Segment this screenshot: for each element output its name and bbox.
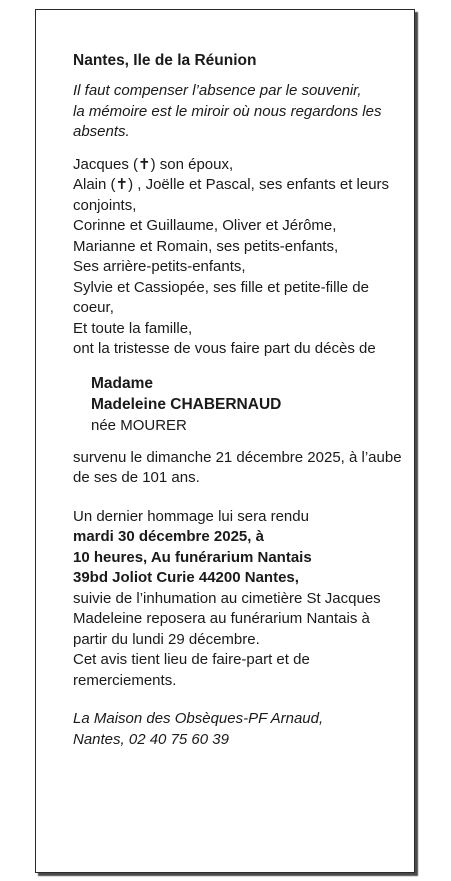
viewing-info: Madeleine reposera au funérarium Nantais à partir du lundi 29 décembre. — [73, 610, 370, 648]
family-line: Alain (✝) , Joëlle et Pascal, ses enfants et leurs conjoints, — [73, 176, 390, 214]
deceased-maiden-name: née MOURER — [91, 416, 187, 434]
quote-line: Il faut compenser l’absence par le souvenir, — [73, 82, 362, 99]
ceremony-info — [73, 507, 403, 692]
deceased-title: Madame — [91, 374, 154, 392]
funeral-home-signature — [73, 709, 403, 750]
family-line: Sylvie et Cassiopée, ses fille et petite-fille de coeur, — [73, 278, 369, 316]
family-line: Jacques (✝) son époux, — [73, 155, 234, 173]
family-line: ont la tristesse de vous faire part du décès de — [73, 340, 376, 357]
funeral-home-name: La Maison des Obsèques-PF Arnaud, — [73, 710, 324, 727]
notice-note: Cet avis tient lieu de faire-part et de remerciements. — [73, 651, 310, 689]
family-line: Et toute la famille, — [73, 319, 193, 337]
ceremony-address: 39bd Joliot Curie 44200 Nantes, — [73, 569, 299, 586]
family-line: Ses arrière-petits-enfants, — [73, 258, 246, 275]
quote-line: la mémoire est le miroir où nous regardons les absents. — [73, 102, 382, 140]
ceremony-date: mardi 30 décembre 2025, à — [73, 528, 264, 545]
family-announcement — [73, 155, 403, 360]
ceremony-time-place: 10 heures, Au funérarium Nantais — [73, 548, 312, 566]
memorial-quote — [73, 81, 403, 143]
deceased-name-block — [91, 373, 403, 436]
obituary-notice — [35, 9, 415, 873]
funeral-home-phone: Nantes, 02 40 75 60 39 — [73, 730, 229, 748]
location-heading: Nantes, Ile de la Réunion — [73, 52, 257, 69]
ceremony-intro: Un dernier hommage lui sera rendu — [73, 507, 309, 525]
notice-content — [73, 51, 403, 750]
death-info: survenu le dimanche 21 décembre 2025, à l’aube de ses de 101 ans. — [73, 448, 402, 486]
deceased-name: Madeleine CHABERNAUD — [91, 395, 282, 413]
family-line: Corinne et Guillaume, Oliver et Jérôme, Marianne et Romain, ses petits-enfants, — [73, 217, 339, 255]
burial-info: suivie de l’inhumation au cimetière St Jacques — [73, 589, 381, 607]
